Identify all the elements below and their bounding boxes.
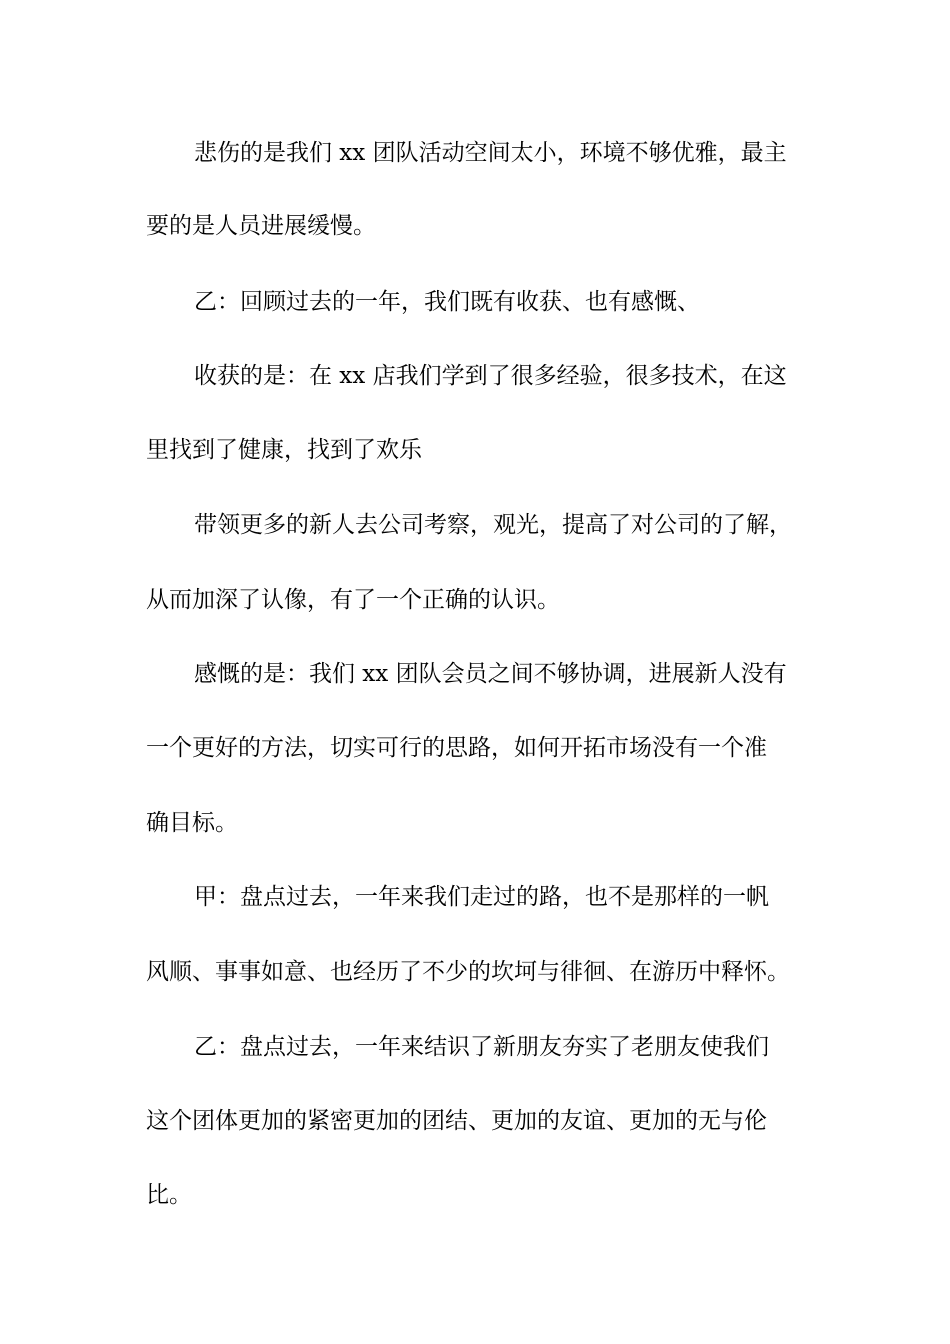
text-line: 确目标。 xyxy=(146,810,238,836)
text-line: 一个更好的方法，切实可行的思路，如何开拓市场没有一个准 xyxy=(146,735,767,761)
text-line: 里找到了健康，找到了欢乐 xyxy=(146,437,422,463)
text-line: 从而加深了认像，有了一个正确的认识。 xyxy=(146,587,560,613)
text-line: 甲：盘点过去，一年来我们走过的路，也不是那样的一帆 xyxy=(194,884,769,910)
text-line: 乙：回顾过去的一年，我们既有收获、也有感慨、 xyxy=(194,289,700,315)
text-line: 收获的是：在 xx 店我们学到了很多经验，很多技术，在这 xyxy=(194,363,787,389)
text-line: 悲伤的是我们 xx 团队活动空间太小，环境不够优雅，最主 xyxy=(194,140,787,166)
text-line: 风顺、事事如意、也经历了不少的坎坷与徘徊、在游历中释怀。 xyxy=(146,959,790,985)
text-line: 要的是人员进展缓慢。 xyxy=(146,213,376,239)
text-line: 乙：盘点过去，一年来结识了新朋友夯实了老朋友使我们 xyxy=(194,1034,769,1060)
text-line: 比。 xyxy=(146,1182,192,1208)
text-line: 带领更多的新人去公司考察，观光，提高了对公司的了解， xyxy=(194,512,792,538)
text-line: 这个团体更加的紧密更加的团结、更加的友谊、更加的无与伦 xyxy=(146,1108,767,1134)
text-line: 感慨的是：我们 xx 团队会员之间不够协调，进展新人没有 xyxy=(194,661,787,687)
